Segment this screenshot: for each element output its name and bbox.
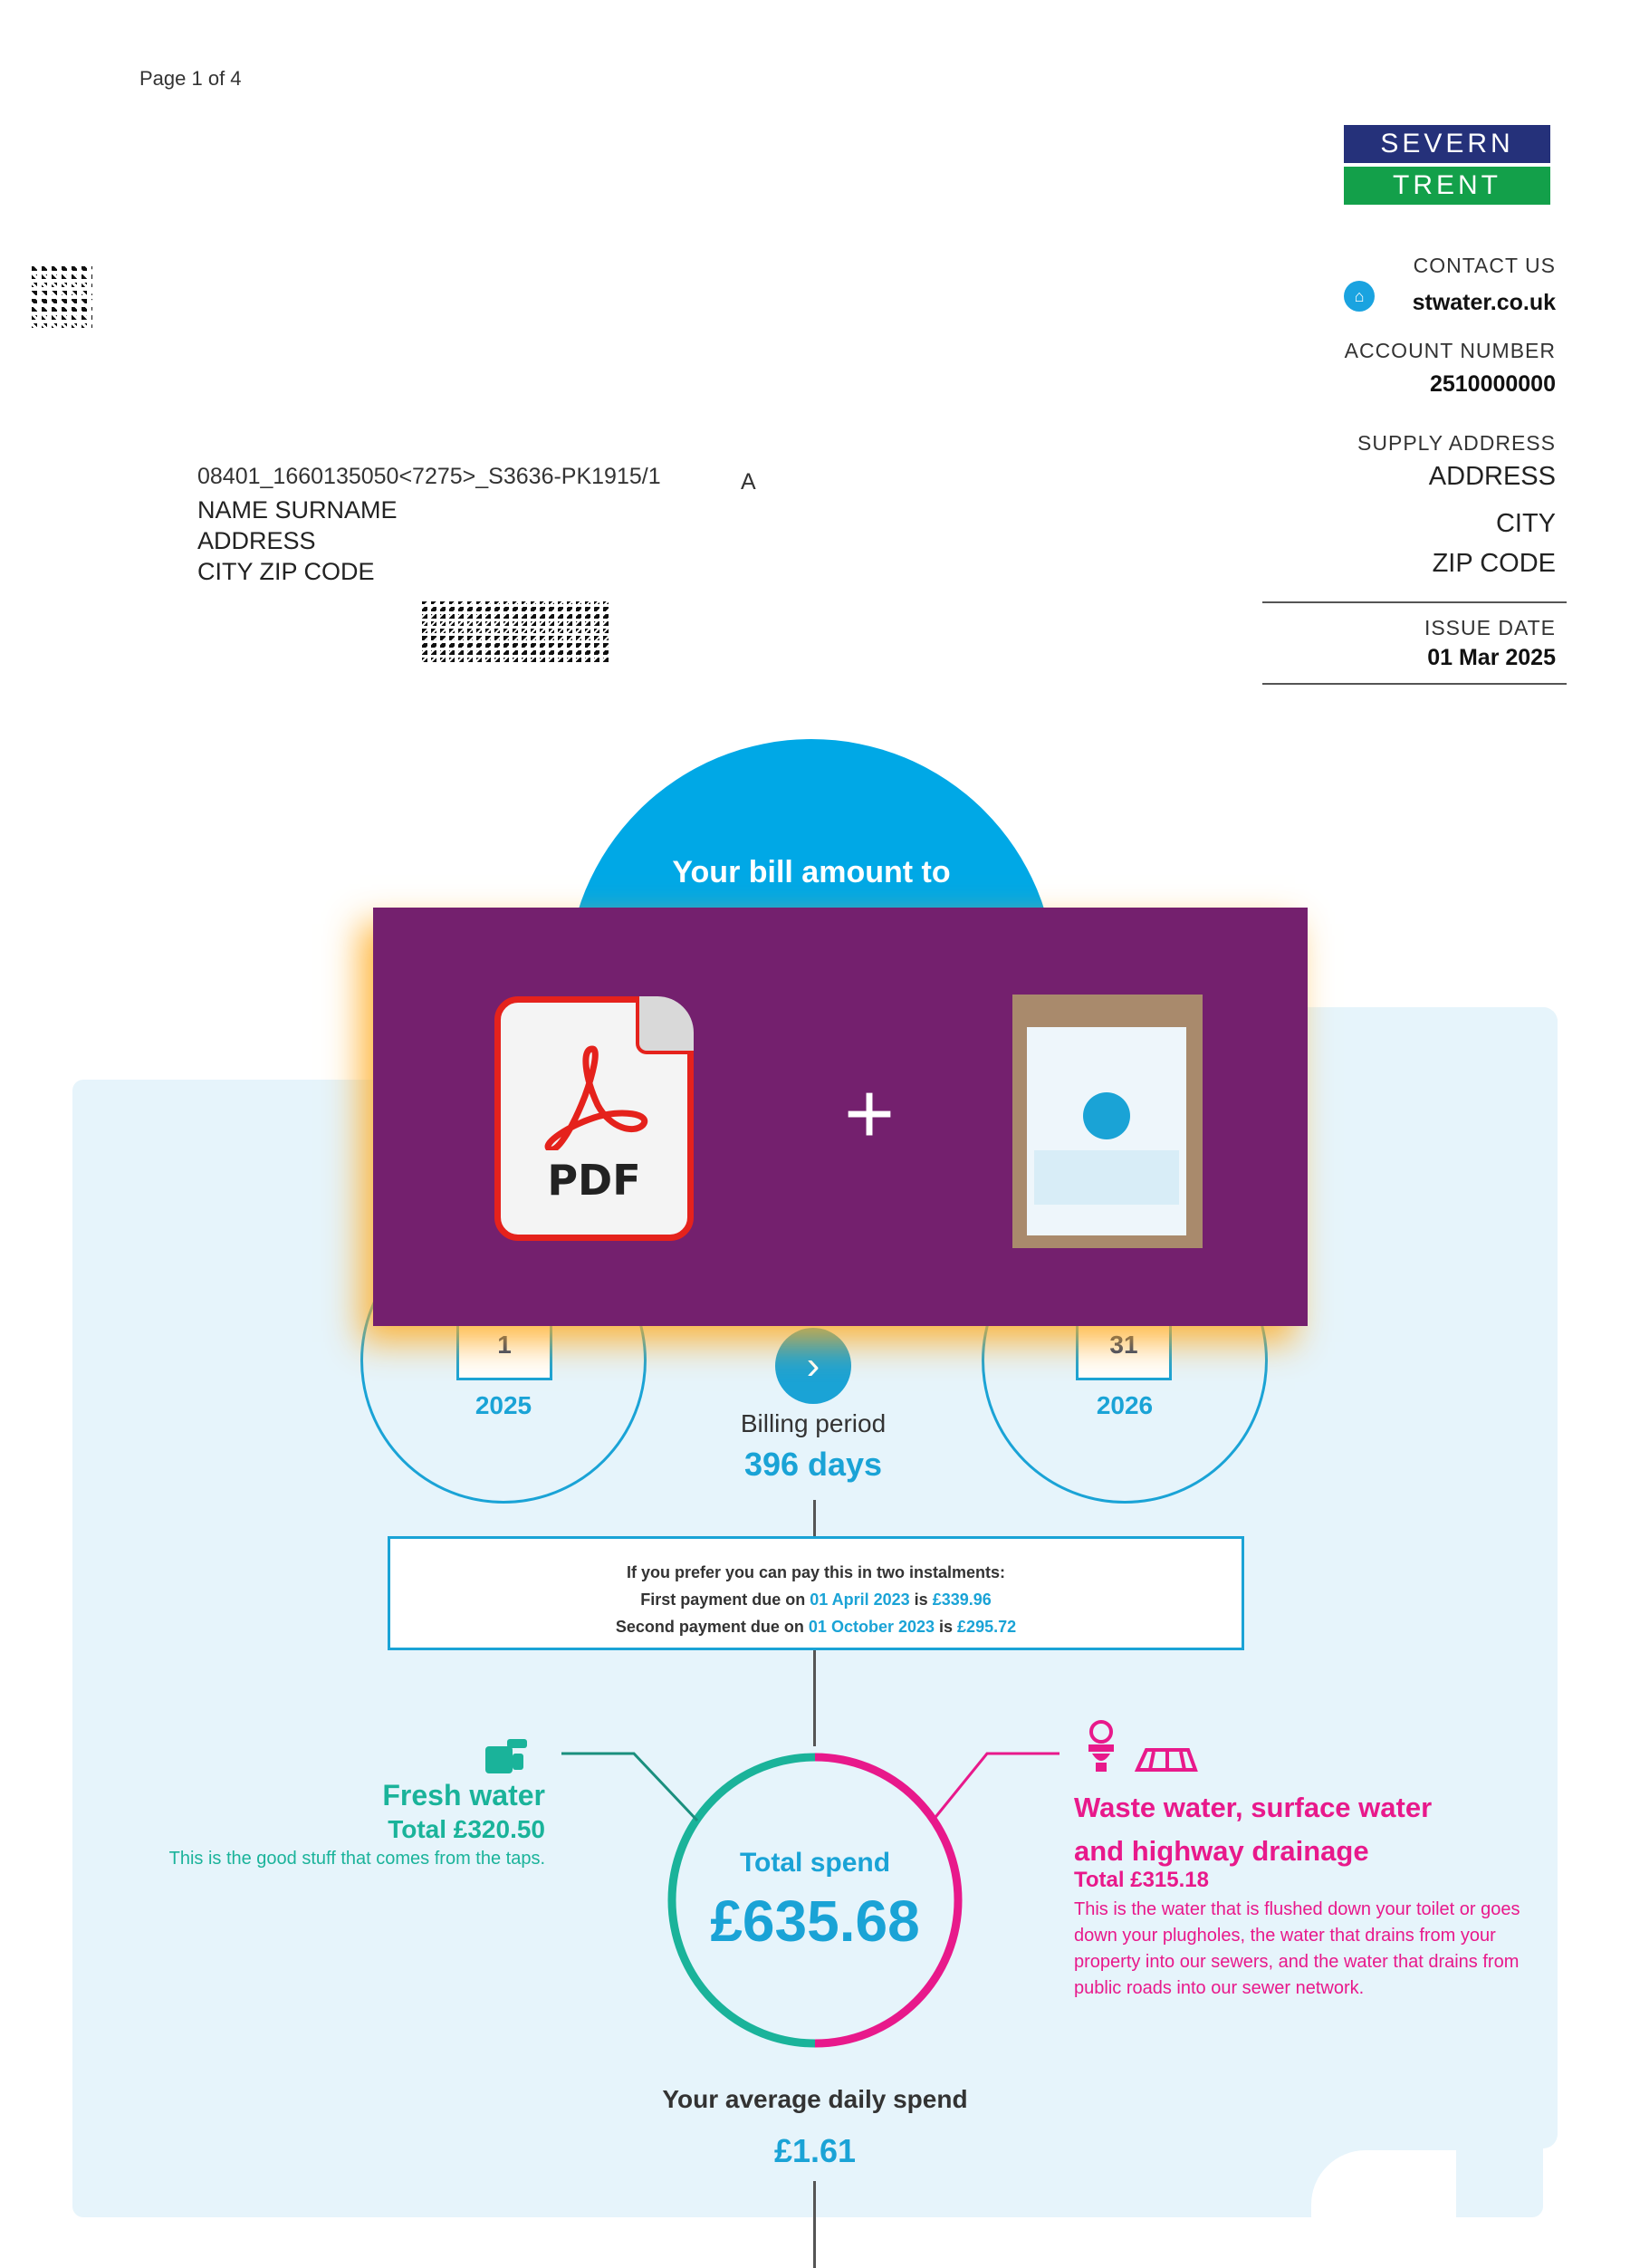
first-date: 01 April 2023 bbox=[810, 1590, 910, 1609]
supply-zip: ZIP CODE bbox=[1432, 549, 1556, 578]
website-link[interactable]: stwater.co.uk bbox=[1412, 290, 1556, 315]
thumbnail-circle bbox=[1083, 1092, 1130, 1139]
web-icon: ⌂ bbox=[1344, 281, 1375, 312]
acrobat-icon bbox=[534, 1042, 652, 1150]
mailing-code: 08401_1660135050<7275>_S3636-PK1915/1 bbox=[197, 464, 661, 489]
end-day: 31 bbox=[1076, 1312, 1172, 1380]
account-number-label: ACCOUNT NUMBER bbox=[1344, 339, 1556, 362]
supply-city: CITY bbox=[1495, 509, 1556, 538]
severn-trent-logo bbox=[1344, 125, 1550, 205]
thumbnail-panel bbox=[1034, 1150, 1179, 1205]
billing-period-label: Billing period bbox=[740, 1409, 887, 1437]
issue-date-label: ISSUE DATE bbox=[1424, 616, 1556, 639]
toilet-and-drain-icon bbox=[1083, 1719, 1199, 1777]
fresh-water-description: This is the good stuff that comes from the taps. bbox=[168, 1849, 545, 1869]
total-spend-label: Total spend bbox=[739, 1848, 891, 1878]
waste-water-title bbox=[1074, 1786, 1432, 1873]
waste-title-line-2: and highway drainage bbox=[1074, 1835, 1369, 1867]
recipient-address: ADDRESS bbox=[197, 527, 316, 554]
second-prefix: Second payment due on bbox=[615, 1618, 804, 1636]
plus-sign: + bbox=[843, 1065, 896, 1162]
connector-lines bbox=[471, 1721, 1159, 1839]
billing-period-days: 396 days bbox=[743, 1446, 883, 1483]
start-year: 2025 bbox=[475, 1391, 532, 1419]
divider bbox=[1262, 601, 1567, 603]
total-spend-amount: £635.68 bbox=[710, 1888, 920, 1954]
end-year: 2026 bbox=[1096, 1391, 1154, 1419]
first-prefix: First payment due on bbox=[640, 1590, 806, 1609]
account-number: 2510000000 bbox=[1429, 371, 1556, 397]
pdf-label: PDF bbox=[547, 1156, 641, 1205]
first-is: is bbox=[914, 1590, 928, 1609]
waste-water-description: This is the water that is flushed down your toilet or goes down your plugholes, the water that drains from your property into our sewers, and the water that drains from public roads into our sewer network. bbox=[1074, 1899, 1520, 1998]
chevron-right-icon: › bbox=[775, 1328, 851, 1404]
supply-address-label: SUPPLY ADDRESS bbox=[1357, 431, 1556, 455]
waste-water-total: Total £315.18 bbox=[1074, 1868, 1209, 1892]
instalments-box bbox=[388, 1536, 1244, 1650]
tap-icon bbox=[480, 1730, 531, 1779]
second-instalment bbox=[390, 1613, 1242, 1640]
datamatrix-code bbox=[27, 266, 92, 332]
address-barcode bbox=[418, 601, 609, 665]
divider bbox=[1262, 683, 1567, 685]
logo-bottom-text: TRENT bbox=[1344, 167, 1550, 205]
mailing-code-suffix: A bbox=[741, 469, 756, 495]
recipient-city-zip: CITY ZIP CODE bbox=[197, 558, 375, 585]
issue-date: 01 Mar 2025 bbox=[1427, 645, 1556, 670]
connector-line bbox=[813, 1500, 816, 1536]
average-daily-spend-label: Your average daily spend bbox=[662, 2085, 968, 2113]
connector-line bbox=[813, 2181, 816, 2268]
recipient-name: NAME SURNAME bbox=[197, 496, 398, 524]
bill-amount-heading: Your bill amount to bbox=[672, 855, 951, 889]
first-instalment bbox=[390, 1586, 1242, 1613]
panel-notch bbox=[1311, 2150, 1456, 2241]
waste-title-line-1: Waste water, surface water bbox=[1074, 1792, 1433, 1823]
fresh-water-title: Fresh water bbox=[382, 1779, 545, 1812]
fresh-water-total: Total £320.50 bbox=[388, 1815, 545, 1843]
contact-label: CONTACT US bbox=[1413, 254, 1556, 277]
second-is: is bbox=[939, 1618, 954, 1636]
second-date: 01 October 2023 bbox=[808, 1618, 935, 1636]
start-day: 1 bbox=[456, 1312, 552, 1380]
page-indicator: Page 1 of 4 bbox=[139, 67, 242, 90]
supply-address: ADDRESS bbox=[1428, 462, 1556, 491]
instalments-intro: If you prefer you can pay this in two instalments: bbox=[626, 1563, 1006, 1581]
logo-top-text: SEVERN bbox=[1344, 125, 1550, 163]
second-amount: £295.72 bbox=[957, 1618, 1017, 1636]
average-daily-spend-value: £1.61 bbox=[773, 2132, 857, 2169]
first-amount: £339.96 bbox=[932, 1590, 992, 1609]
